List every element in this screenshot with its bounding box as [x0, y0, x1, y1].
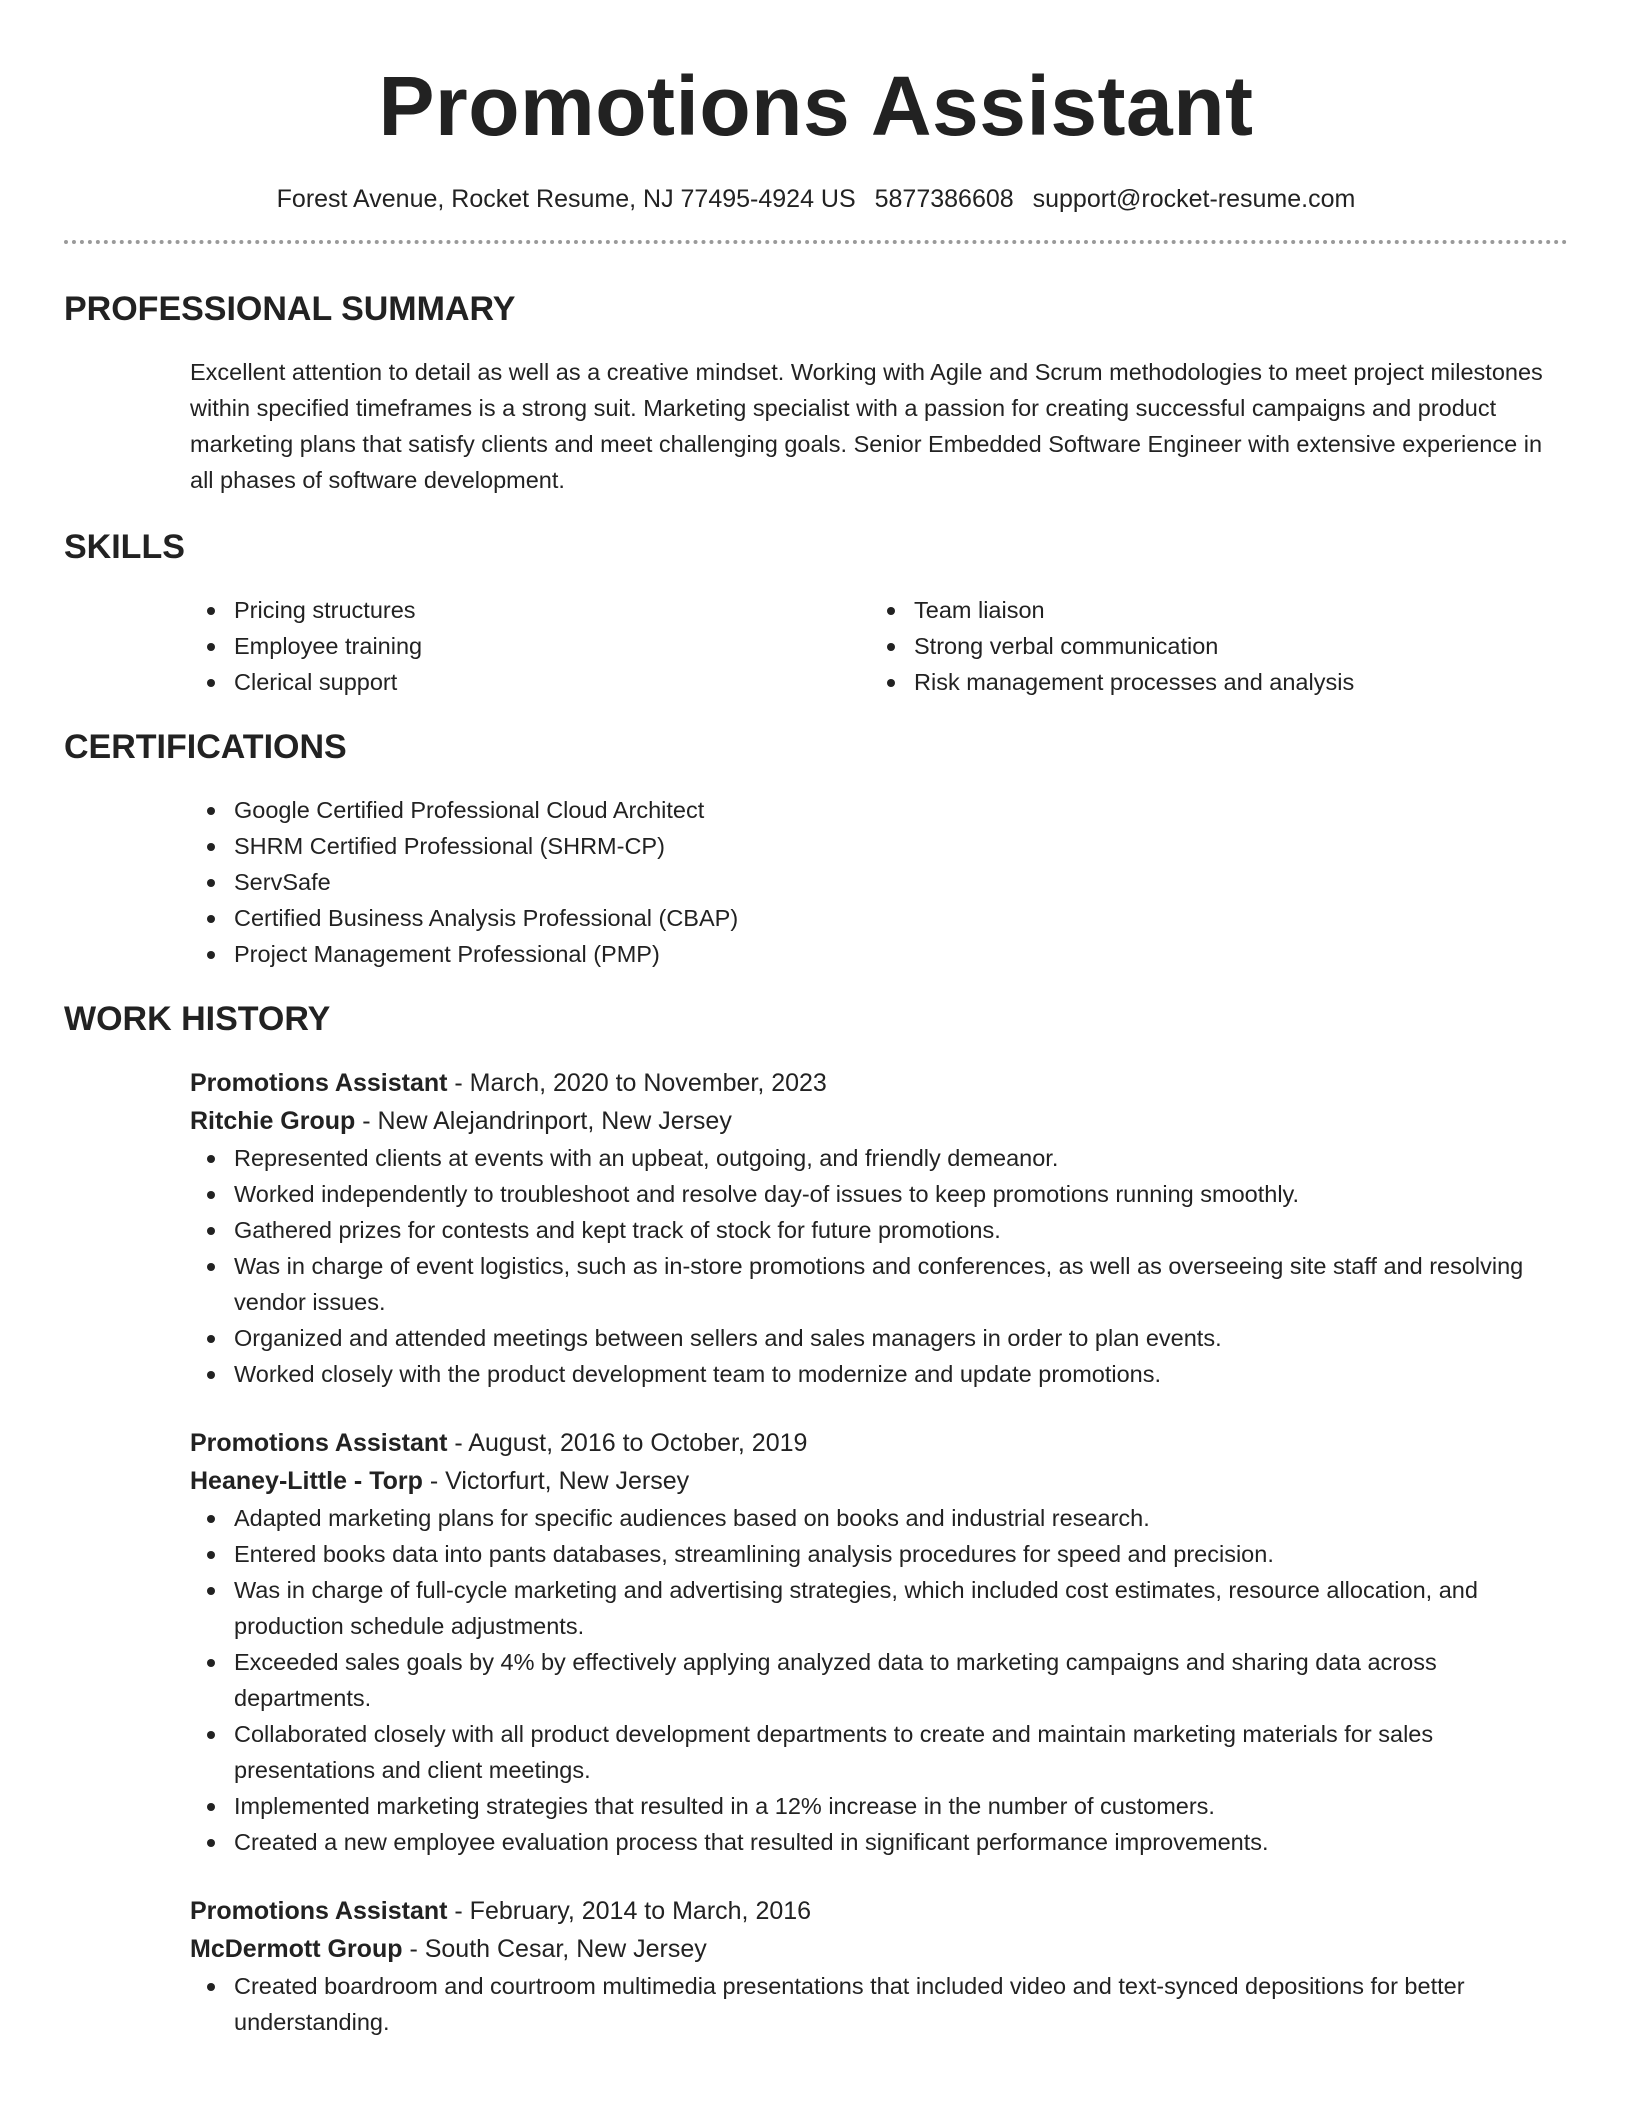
skills-heading: SKILLS [64, 528, 185, 566]
certifications-heading: CERTIFICATIONS [64, 728, 347, 766]
skill-item: Risk management processes and analysis [914, 664, 1550, 700]
contact-line [64, 182, 1568, 216]
header-divider [64, 240, 1568, 244]
skills-list-left [190, 592, 870, 700]
skill-item: Employee training [234, 628, 870, 664]
skill-item: Team liaison [914, 592, 1550, 628]
job-bullet: Created boardroom and courtroom multimedia presentations that included video and text-synced depositions for better understanding. [234, 1968, 1568, 2040]
job-bullet: Was in charge of event logistics, such as in-store promotions and conferences, as well as overseeing site staff and resolving vendor issues. [234, 1248, 1568, 1320]
summary-heading: PROFESSIONAL SUMMARY [64, 290, 516, 328]
job-bullet: Adapted marketing plans for specific audiences based on books and industrial research. [234, 1500, 1568, 1536]
job-role: Promotions Assistant [190, 1897, 448, 1925]
job-role: Promotions Assistant [190, 1429, 448, 1457]
certification-item: Certified Business Analysis Professional (CBAP) [234, 900, 1568, 936]
job-entry [190, 1424, 1568, 1860]
job-bullet: Implemented marketing strategies that resulted in a 12% increase in the number of customers. [234, 1788, 1568, 1824]
certifications-list [190, 792, 1568, 972]
job-location: - Victorfurt, New Jersey [422, 1467, 690, 1495]
job-bullet: Worked independently to troubleshoot and resolve day-of issues to keep promotions running smoothly. [234, 1176, 1568, 1212]
certification-item: SHRM Certified Professional (SHRM-CP) [234, 828, 1568, 864]
summary-text: Excellent attention to detail as well as a creative mindset. Working with Agile and Scrum methodologies to meet project milestones within specified timeframes is a strong suit. Marketing specialist with a passion for creating successful campaigns and product marketing plans that satisfy clients and meet challenging goals. Senior Embedded Software Engineer with extensive experience in all phases of software development. [190, 359, 1543, 493]
job-bullet: Collaborated closely with all product development departments to create and maintain marketing materials for sales presentations and client meetings. [234, 1716, 1568, 1788]
job-location: - New Alejandrinport, New Jersey [355, 1107, 732, 1135]
job-bullets [190, 1968, 1568, 2040]
job-bullet: Created a new employee evaluation process that resulted in significant performance improvements. [234, 1824, 1568, 1860]
job-company-line [190, 1102, 1568, 1140]
skills-column-left [190, 592, 870, 700]
job-company: McDermott Group [190, 1935, 403, 1963]
skill-item: Pricing structures [234, 592, 870, 628]
job-bullet: Was in charge of full-cycle marketing and advertising strategies, which included cost estimates, resource allocation, and production schedule adjustments. [234, 1572, 1568, 1644]
job-entry [190, 1892, 1568, 2040]
job-company-line [190, 1462, 1568, 1500]
job-bullet: Represented clients at events with an upbeat, outgoing, and friendly demeanor. [234, 1140, 1568, 1176]
job-bullet: Entered books data into pants databases, streamlining analysis procedures for speed and precision. [234, 1536, 1568, 1572]
contact-email: support@rocket-resume.com [1032, 185, 1356, 213]
certifications-bullets [190, 792, 1568, 972]
job-dates: - August, 2016 to October, 2019 [447, 1429, 808, 1457]
job-bullets [190, 1500, 1568, 1860]
job-location: - South Cesar, New Jersey [402, 1935, 707, 1963]
skill-item: Clerical support [234, 664, 870, 700]
work-history-heading: WORK HISTORY [64, 1000, 331, 1038]
job-bullets [190, 1140, 1568, 1392]
job-dates: - March, 2020 to November, 2023 [447, 1069, 827, 1097]
job-title-line [190, 1892, 1568, 1930]
job-bullet: Worked closely with the product development team to modernize and update promotions. [234, 1356, 1568, 1392]
job-dates: - February, 2014 to March, 2016 [447, 1897, 812, 1925]
resume-name: Promotions Assistant [378, 59, 1254, 153]
job-title-line [190, 1424, 1568, 1462]
skills-grid [190, 592, 1568, 700]
job-entry [190, 1064, 1568, 1392]
certification-item: Google Certified Professional Cloud Architect [234, 792, 1568, 828]
skills-list-right [870, 592, 1550, 700]
job-company-line [190, 1930, 1568, 1968]
job-company: Ritchie Group [190, 1107, 356, 1135]
resume-page [64, 0, 1568, 2040]
job-bullet: Gathered prizes for contests and kept track of stock for future promotions. [234, 1212, 1568, 1248]
skills-column-right [870, 592, 1550, 700]
job-bullet: Organized and attended meetings between sellers and sales managers in order to plan events. [234, 1320, 1568, 1356]
certification-item: Project Management Professional (PMP) [234, 936, 1568, 972]
job-bullet: Exceeded sales goals by 4% by effectively applying analyzed data to marketing campaigns and sharing data across departments. [234, 1644, 1568, 1716]
contact-address: Forest Avenue, Rocket Resume, NJ 77495-4924 US [276, 185, 856, 213]
contact-phone: 5877386608 [874, 185, 1014, 213]
job-role: Promotions Assistant [190, 1069, 448, 1097]
certification-item: ServSafe [234, 864, 1568, 900]
job-company: Heaney-Little - Torp [190, 1467, 423, 1495]
job-title-line [190, 1064, 1568, 1102]
skill-item: Strong verbal communication [914, 628, 1550, 664]
